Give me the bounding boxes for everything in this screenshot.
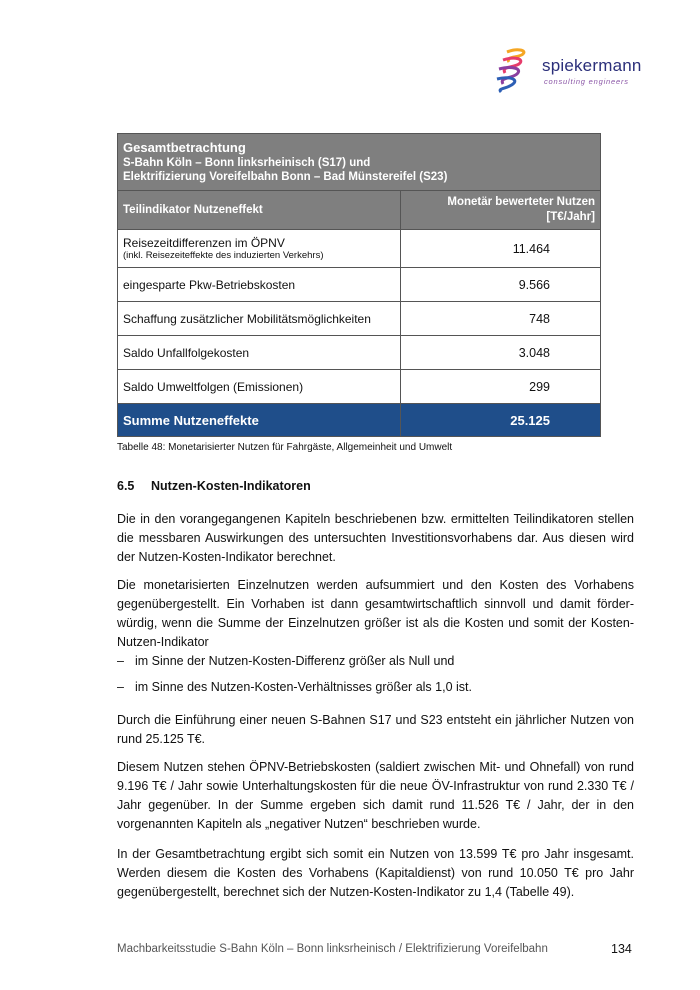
row-label: Saldo Umweltfolgen (Emissionen) bbox=[118, 370, 401, 404]
paragraph-1: Die in den vorangegangenen Kapiteln beschriebenen bzw. ermittelten Teilindikatoren stellen die messbaren Auswirkungen des untersuchten Investitionsvorhabens dar. Aus diesen wird der Nutzen-Kosten-Indikator berechnet. bbox=[117, 512, 634, 564]
column-header-benefit bbox=[401, 191, 601, 230]
table-sum-row bbox=[118, 404, 601, 437]
column-header-benefit-line2: [T€/Jahr] bbox=[546, 211, 595, 223]
paragraph-4: Diesem Nutzen stehen ÖPNV-Betriebskosten (saldiert zwischen Mit- und Ohnefall) von rund 9.196 T€ / Jahr sowie Unterhaltungskosten für die neue ÖV-Infrastruktur von rund 2.330 T€ / Jahr gegenüber. In der Summe ergeben sich damit rund 11.526 T€ / Jahr, der in den vorgenannten Kapiteln als „negativer Nutzen“ beschrieben wurde. bbox=[117, 760, 634, 831]
sum-label: Summe Nutzeneffekte bbox=[118, 404, 401, 437]
table-row bbox=[118, 302, 601, 336]
paragraph-3: Durch die Einführung einer neuen S-Bahnen S17 und S23 entsteht ein jährlicher Nutzen von rund 25.125 T€. bbox=[117, 713, 634, 746]
bullet-item-1 bbox=[117, 654, 454, 668]
paragraph-5: In der Gesamtbetrachtung ergibt sich somit ein Nutzen von 13.599 T€ pro Jahr insgesamt. Werden diesem die Kosten des Vorhabens (Kapitaldienst) von rund 10.050 T€ pro Jahr gegenübergestellt, berechnet sich der Nutzen-Kosten-Indikator zu 1,4 (Tabelle 49). bbox=[117, 847, 634, 899]
sum-value: 25.125 bbox=[401, 404, 601, 437]
row-value: 748 bbox=[401, 302, 601, 336]
table-row bbox=[118, 230, 601, 268]
row-label: Saldo Unfallfolgekosten bbox=[118, 336, 401, 370]
section-heading bbox=[117, 479, 311, 493]
section-title: Nutzen-Kosten-Indikatoren bbox=[151, 479, 311, 493]
company-logo bbox=[493, 46, 643, 94]
row-value: 299 bbox=[401, 370, 601, 404]
table-title: Gesamtbetrachtung bbox=[123, 140, 246, 155]
page-number: 134 bbox=[611, 942, 632, 956]
table-row bbox=[118, 370, 601, 404]
table-caption: Tabelle 48: Monetarisierter Nutzen für Fahrgäste, Allgemeinheit und Umwelt bbox=[117, 442, 453, 453]
logo-mark-icon bbox=[493, 46, 541, 94]
row-value: 9.566 bbox=[401, 268, 601, 302]
table-row bbox=[118, 268, 601, 302]
row-label: eingesparte Pkw-Betriebskosten bbox=[118, 268, 401, 302]
column-header-indicator: Teilindikator Nutzeneffekt bbox=[118, 191, 401, 230]
benefit-table bbox=[117, 133, 601, 437]
section-number: 6.5 bbox=[117, 479, 135, 493]
footer-text: Machbarkeitsstudie S-Bahn Köln – Bonn linksrheinisch / Elektrifizierung Voreifelbahn bbox=[117, 943, 548, 955]
logo-name: spiekermann bbox=[542, 56, 642, 75]
table-title-row bbox=[118, 134, 601, 191]
row-label-cell bbox=[118, 230, 401, 268]
bullet-dash-icon: – bbox=[117, 680, 124, 694]
column-header-benefit-line1: Monetär bewerteter Nutzen bbox=[447, 196, 595, 208]
bullet-dash-icon: – bbox=[117, 654, 124, 668]
table-subtitle-line1: S-Bahn Köln – Bonn linksrheinisch (S17) und bbox=[123, 157, 371, 169]
bullet-item-2 bbox=[117, 680, 472, 694]
logo-tagline: consulting engineers bbox=[544, 77, 629, 86]
bullet-text-2: im Sinne des Nutzen-Kosten-Verhältnisses größer als 1,0 ist. bbox=[135, 680, 472, 694]
row-value: 3.048 bbox=[401, 336, 601, 370]
row-value: 11.464 bbox=[401, 230, 601, 268]
row-sublabel: (inkl. Reisezeiteffekte des induzierten Verkehrs) bbox=[123, 250, 324, 261]
paragraph-2: Die monetarisierten Einzelnutzen werden aufsummiert und den Kosten des Vorhabens gegenübergestellt. Ein Vorhaben ist dann gesamtwirtschaftlich sinnvoll und damit förderwürdig, wenn die Summe der Einzelnutzen größer ist als die Kosten und somit der Kosten-Nutzen-Indikator bbox=[117, 578, 634, 649]
row-label: Schaffung zusätzlicher Mobilitätsmöglichkeiten bbox=[118, 302, 401, 336]
table-row bbox=[118, 336, 601, 370]
table-title-cell bbox=[118, 134, 601, 191]
table-subtitle-line2: Elektrifizierung Voreifelbahn Bonn – Bad Münstereifel (S23) bbox=[123, 171, 448, 183]
bullet-text-1: im Sinne der Nutzen-Kosten-Differenz größer als Null und bbox=[135, 654, 455, 668]
table-header-row bbox=[118, 191, 601, 230]
row-label: Reisezeitdifferenzen im ÖPNV bbox=[123, 236, 285, 250]
